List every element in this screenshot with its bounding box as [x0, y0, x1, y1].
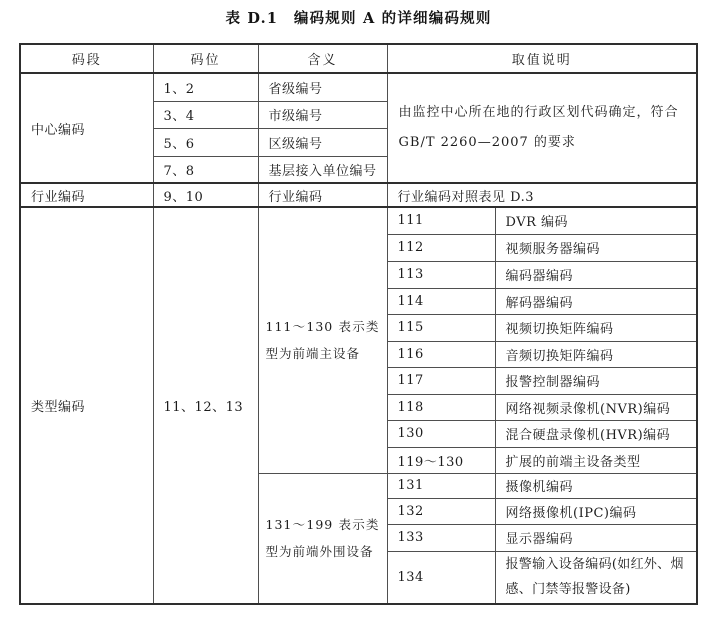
code-cell: 111: [387, 207, 495, 234]
col-header-segment: 码段: [20, 44, 153, 73]
desc-cell: 视频服务器编码: [495, 234, 697, 261]
code-cell: 116: [387, 341, 495, 367]
pos-cell: 3、4: [153, 101, 258, 128]
code-cell: 130: [387, 420, 495, 447]
code-cell: 113: [387, 261, 495, 288]
code-cell: 115: [387, 314, 495, 341]
desc-cell: 报警输入设备编码(如红外、烟感、门禁等报警设备): [495, 551, 697, 604]
col-header-value-desc: 取值说明: [387, 44, 697, 73]
pos-cell: 9、10: [153, 183, 258, 207]
desc-cell: DVR 编码: [495, 207, 697, 234]
desc-cell: 报警控制器编码: [495, 367, 697, 394]
code-cell: 112: [387, 234, 495, 261]
segment-cell-industry: 行业编码: [20, 183, 153, 207]
meaning-cell-group-a: 111～130 表示类型为前端主设备: [258, 207, 387, 473]
code-cell: 117: [387, 367, 495, 394]
code-cell: 119～130: [387, 447, 495, 473]
code-cell: 114: [387, 288, 495, 314]
code-cell: 133: [387, 524, 495, 551]
desc-cell: 音频切换矩阵编码: [495, 341, 697, 367]
desc-cell: 网络摄像机(IPC)编码: [495, 498, 697, 524]
desc-cell: 摄像机编码: [495, 473, 697, 498]
meaning-cell-group-b: 131～199 表示类型为前端外围设备: [258, 473, 387, 604]
table-row: [20, 207, 697, 234]
meaning-cell: 市级编号: [258, 101, 387, 128]
pos-cell: 5、6: [153, 128, 258, 156]
header-row: [20, 44, 697, 73]
table-row: [20, 73, 697, 101]
coding-rules-table: [19, 43, 698, 605]
desc-cell: 扩展的前端主设备类型: [495, 447, 697, 473]
value-desc-cell-center: 由监控中心所在地的行政区划代码确定，符合 GB/T 2260—2007 的要求: [387, 73, 697, 183]
code-cell: 132: [387, 498, 495, 524]
segment-cell-center: 中心编码: [20, 73, 153, 183]
pos-cell: 1、2: [153, 73, 258, 101]
pos-cell-type: 11、12、13: [153, 207, 258, 604]
col-header-position: 码位: [153, 44, 258, 73]
value-desc-cell-industry: 行业编码对照表见 D.3: [387, 183, 697, 207]
desc-cell: 编码器编码: [495, 261, 697, 288]
desc-cell: 视频切换矩阵编码: [495, 314, 697, 341]
desc-cell: 解码器编码: [495, 288, 697, 314]
desc-cell: 网络视频录像机(NVR)编码: [495, 394, 697, 420]
desc-cell: 显示器编码: [495, 524, 697, 551]
col-header-meaning: 含义: [258, 44, 387, 73]
desc-cell: 混合硬盘录像机(HVR)编码: [495, 420, 697, 447]
code-cell: 118: [387, 394, 495, 420]
table-title: 表 D.1 编码规则 A 的详细编码规则: [225, 10, 492, 27]
pos-cell: 7、8: [153, 156, 258, 183]
meaning-cell: 基层接入单位编号: [258, 156, 387, 183]
meaning-cell: 省级编号: [258, 73, 387, 101]
meaning-cell: 行业编码: [258, 183, 387, 207]
meaning-cell: 区级编号: [258, 128, 387, 156]
segment-cell-type: 类型编码: [20, 207, 153, 604]
table-row-industry: [20, 183, 697, 207]
code-cell: 134: [387, 551, 495, 604]
code-cell: 131: [387, 473, 495, 498]
